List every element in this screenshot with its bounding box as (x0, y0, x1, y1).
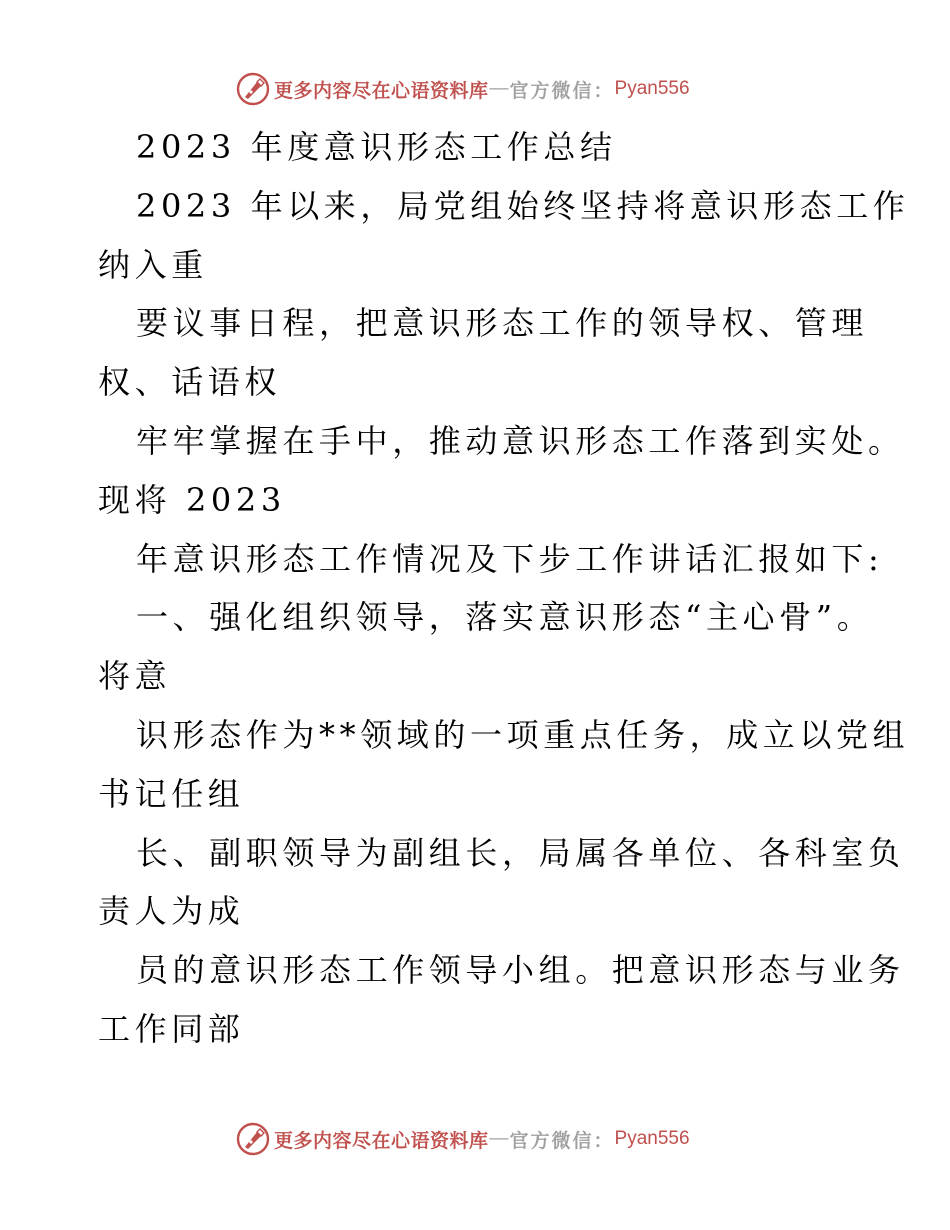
watermark-wechat-id: Pyan556 (614, 78, 690, 99)
watermark-site-text: 更多内容尽在心语资料库 (274, 79, 489, 102)
watermark-dash: — (489, 1128, 509, 1149)
text-line: 2023 年度意识形态工作总结 (136, 128, 617, 166)
text-line: 纳入重 (98, 245, 208, 284)
text-line: 年意识形态工作情况及下步工作讲话汇报如下: (136, 539, 884, 578)
text-line: 现将 2023 (98, 480, 286, 519)
pen-nib-logo-icon (236, 1122, 270, 1156)
watermark-official-label: 官方微信： (509, 1129, 615, 1152)
watermark-site-text: 更多内容尽在心语资料库 (274, 1129, 489, 1152)
text-line: 书记任组 (98, 774, 245, 813)
watermark-official-label: 官方微信： (509, 79, 615, 102)
pen-nib-logo-icon (236, 72, 270, 106)
text-line: 责人为成 (98, 892, 245, 931)
text-line: 一、强化组织领导，落实意识形态“主心骨”。 (136, 598, 874, 637)
watermark-wechat-id: Pyan556 (614, 1128, 690, 1149)
text-line: 将意 (98, 657, 172, 696)
header-watermark (236, 72, 690, 106)
footer-watermark (236, 1122, 690, 1156)
watermark-dash: — (489, 78, 509, 99)
text-line: 2023 年以来，局党组始终坚持将意识形态工作 (136, 186, 910, 225)
text-line: 权、话语权 (98, 363, 282, 402)
document-body (98, 118, 910, 1059)
text-line: 长、副职领导为副组长，局属各单位、各科室负 (136, 833, 905, 872)
text-line: 工作同部 (98, 1009, 245, 1048)
text-line: 牢牢掌握在手中，推动意识形态工作落到实处。 (136, 421, 905, 460)
text-line: 要议事日程，把意识形态工作的领导权、管理 (136, 304, 869, 343)
text-line: 识形态作为**领域的一项重点任务，成立以党组 (136, 715, 910, 754)
text-line: 员的意识形态工作领导小组。把意识形态与业务 (136, 951, 905, 990)
